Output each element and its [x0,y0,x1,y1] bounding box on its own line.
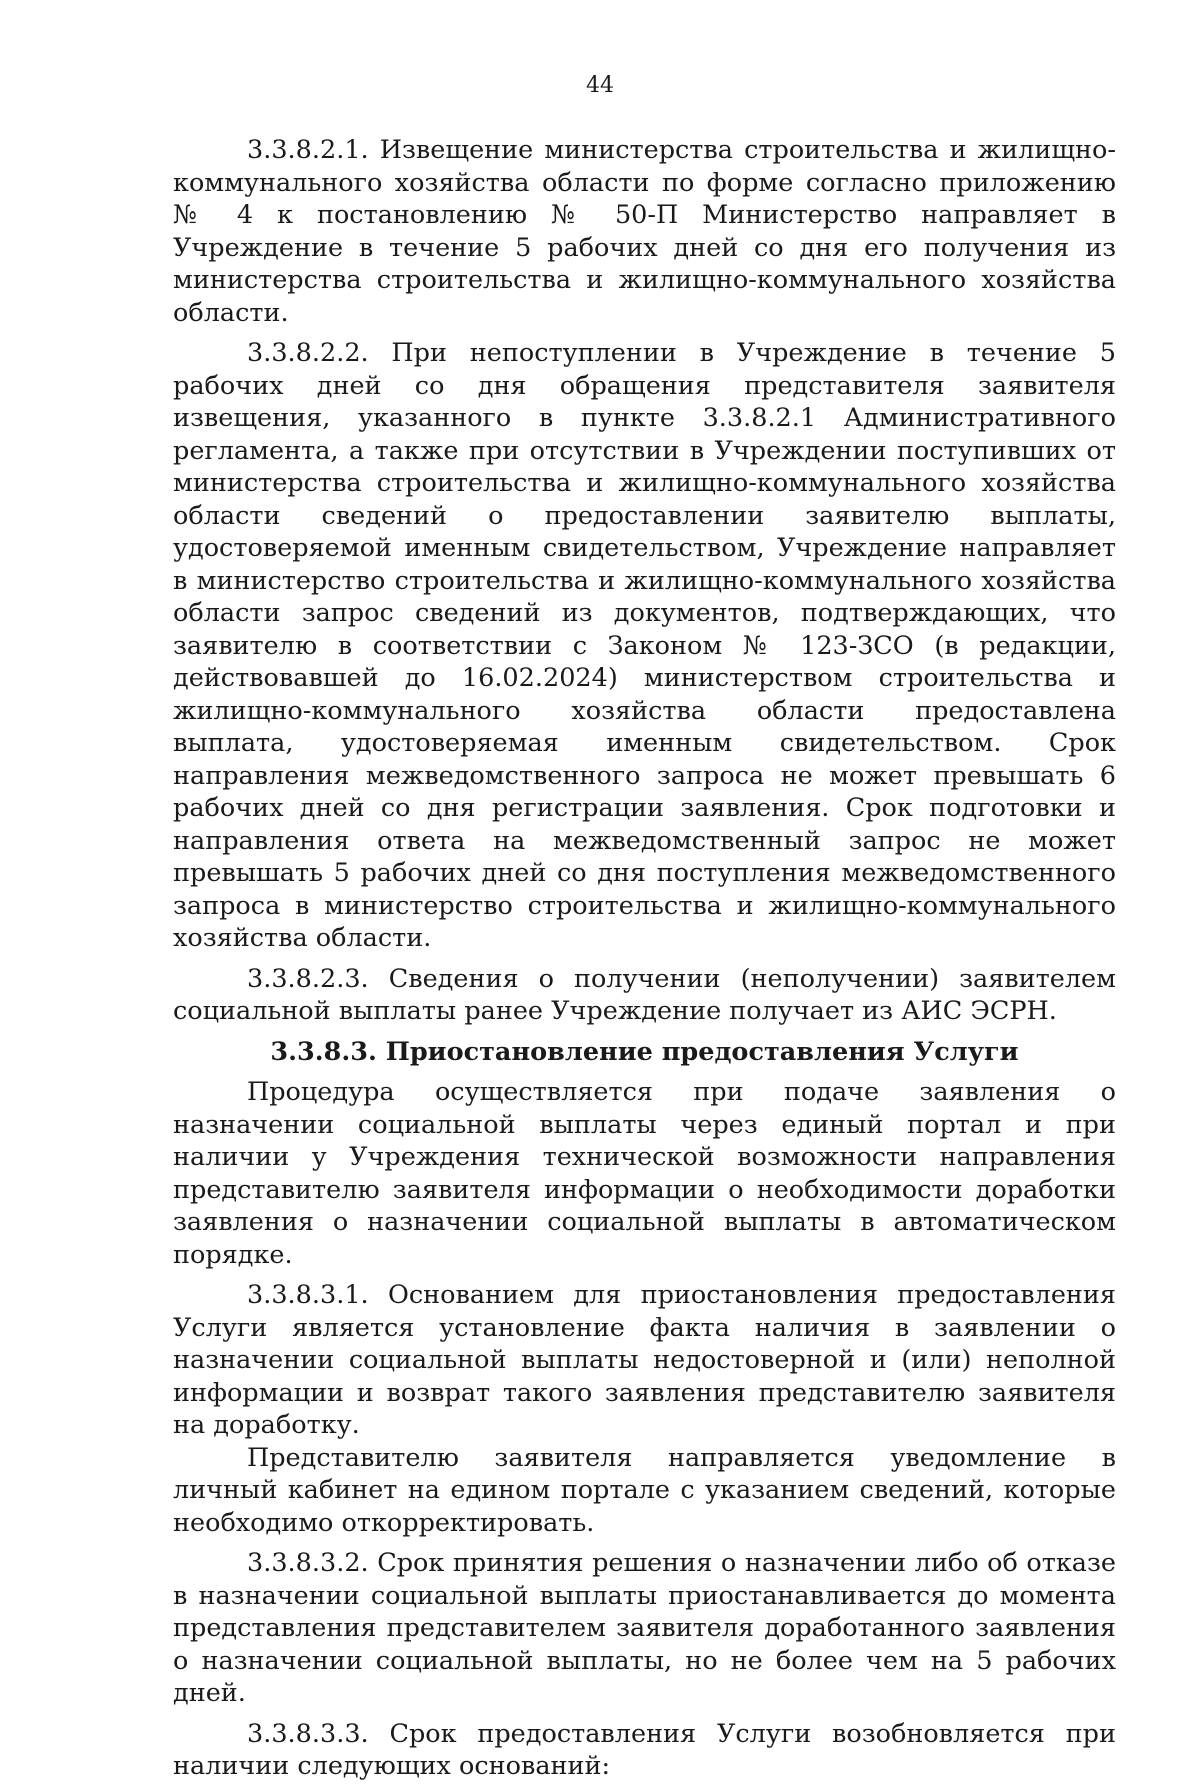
section-heading-3-3-8-3: 3.3.8.3. Приостановление предоставления Услуги [270,1036,1019,1067]
paragraph-3-3-8-3-3: 3.3.8.3.3. Срок предоставления Услуги возобновляется при наличии следующих оснований: [173,1718,1116,1781]
paragraph-3-3-8-2-3: 3.3.8.2.3. Сведения о получении (неполучении) заявителем социальной выплаты ранее Учреждение получает из АИС ЭСРН. [173,963,1116,1026]
paragraph-3-3-8-3-1: 3.3.8.3.1. Основанием для приостановления предоставления Услуги является установление факта наличия в заявлении о назначении социальной выплаты недостоверной и (или) неполной информации и возврат такого заявления представителю заявителя на доработку. [173,1280,1116,1440]
paragraph-procedure: Процедура осуществляется при подаче заявления о назначении социальной выплаты через единый портал и при наличии у Учреждения технической возможности направления представителю заявителя информации о необходимости доработки заявления о назначении социальной выплаты в автоматическом порядке. [173,1077,1116,1270]
paragraph-3-3-8-2-1: 3.3.8.2.1. Извещение министерства строительства и жилищно-коммунального хозяйства области по форме согласно приложению № 4 к постановлению № 50-П Министерство направляет в Учреждение в течение 5 рабочих дней со дня его получения из министерства строительства и жилищно-коммунального хозяйства области. [173,135,1116,328]
page-number: 44 [586,73,614,98]
document-body [173,134,1116,1791]
paragraph-3-3-8-3-2: 3.3.8.3.2. Срок принятия решения о назначении либо об отказе в назначении социальной выплаты приостанавливается до момента представления представителем заявителя доработанного заявления о назначении социальной выплаты, но не более чем на 5 рабочих дней. [173,1548,1116,1708]
paragraph-3-3-8-2-2: 3.3.8.2.2. При непоступлении в Учреждение в течение 5 рабочих дней со дня обращения представителя заявителя извещения, указанного в пункте 3.3.8.2.1 Административного регламента, а также при отсутствии в Учреждении поступивших от министерства строительства и жилищно-коммунального хозяйства области сведений о предоставлении заявителю выплаты, удостоверяемой именным свидетельством, Учреждение направляет в министерство строительства и жилищно-коммунального хозяйства области запрос сведений из документов, подтверждающих, что заявителю в соответствии с Законом № 123-ЗСО (в редакции, действовавшей до 16.02.2024) министерством строительства и жилищно-коммунального хозяйства области предоставлена выплата, удостоверяемая именным свидетельством. Срок направления межведомственного запроса не может превышать 6 рабочих дней со дня регистрации заявления. Срок подготовки и направления ответа на межведомственный запрос не может превышать 5 рабочих дней со дня поступления межведомственного запроса в министерство строительства и жилищно-коммунального хозяйства области. [173,338,1116,953]
paragraph-notification: Представителю заявителя направляется уведомление в личный кабинет на едином портале с указанием сведений, которые необходимо откорректировать. [173,1442,1116,1538]
